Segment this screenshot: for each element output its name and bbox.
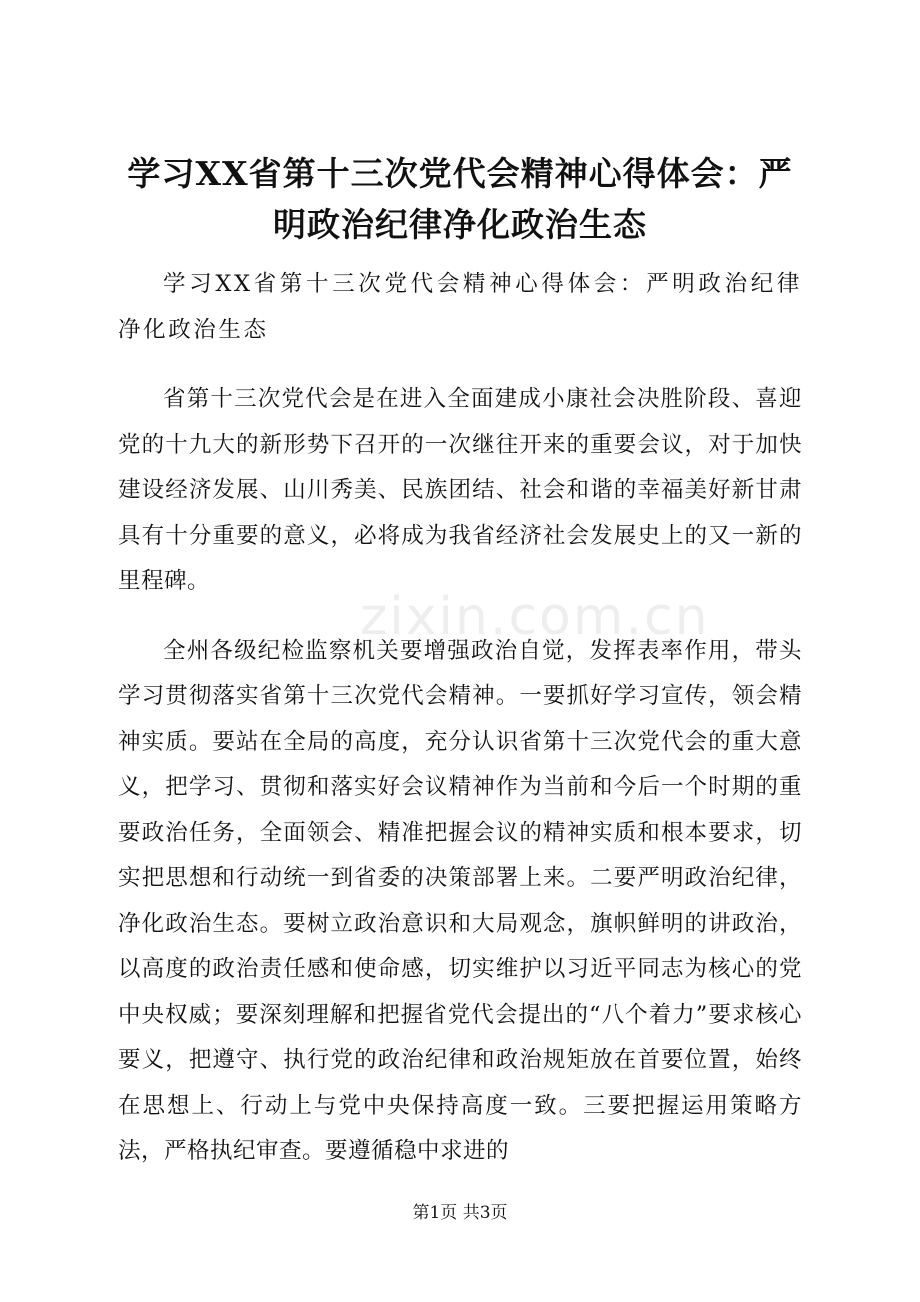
paragraph-intro: 省第十三次党代会是在进入全面建成小康社会决胜阶段、喜迎党的十九大的新形势下召开的一次继往开来的重要会议，对于加快建设经济发展、山川秀美、民族团结、社会和谐的幸福美好新甘肃具有十分重要的意义，必将成为我省经济社会发展史上的又一新的里程碑。 <box>118 386 802 594</box>
paragraph-subtitle: 学习XX省第十三次党代会精神心得体会：严明政治纪律净化政治生态 <box>118 271 802 343</box>
paragraph-main: 全州各级纪检监察机关要增强政治自觉，发挥表率作用，带头学习贯彻落实省第十三次党代会精神。一要抓好学习宣传，领会精神实质。要站在全局的高度，充分认识省第十三次党代会的重大意义，把学习、贯彻和落实好会议精神作为当前和今后一个时期的重要政治任务，全面领会、精准把握会议的精神实质和根本要求，切实把思想和行动统一到省委的决策部署上来。二要严明政治纪律，净化政治生态。要树立政治意识和大局观念，旗帜鲜明的讲政治，以高度的政治责任感和使命感，切实维护以习近平同志为核心的党中央权威；要深刻理解和把握省党代会提出的“八个着力”要求核心要义，把遵守、执行党的政治纪律和政治规矩放在首要位置，始终在思想上、行动上与党中央保持高度一致。三要把握运用策略方法，严格执纪审查。要遵循稳中求进的 <box>118 637 802 1164</box>
watermark: zixin.com.cn <box>360 587 710 647</box>
document-body <box>118 262 802 1199</box>
page-footer: 第1页 共3页 <box>412 1203 508 1223</box>
document-title: 学习XX省第十三次党代会精神心得体会：严明政治纪律净化政治生态 <box>127 154 793 244</box>
